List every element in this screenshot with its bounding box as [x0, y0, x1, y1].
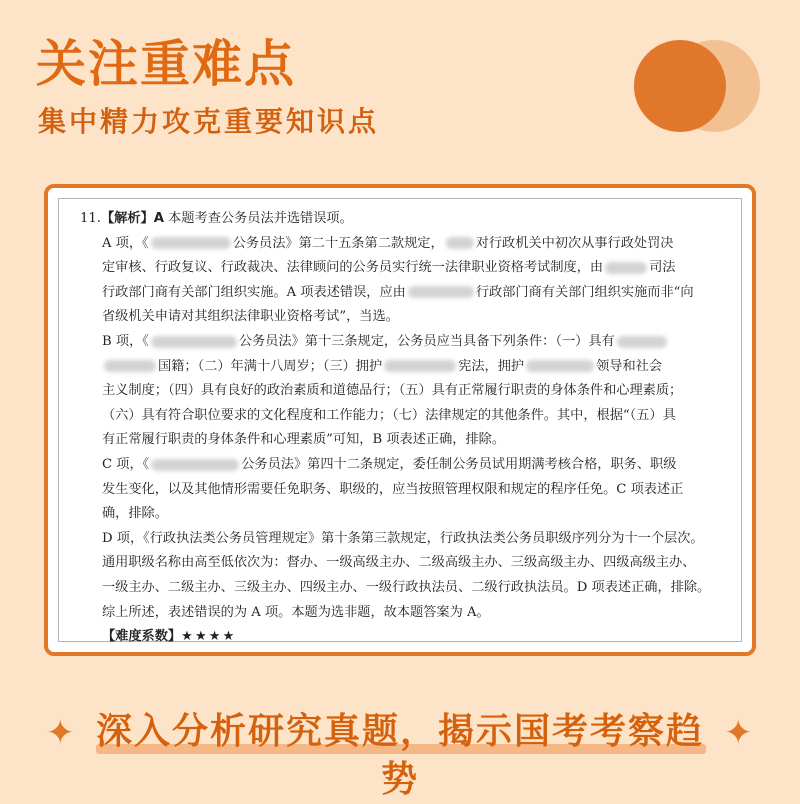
card-line [102, 625, 236, 650]
card-line [102, 404, 676, 429]
card-line [102, 305, 399, 330]
card-line [80, 207, 353, 232]
redacted-text [384, 360, 456, 372]
body-text: 确，排除。 [102, 506, 168, 522]
card-line [102, 601, 490, 626]
card-line [102, 330, 669, 355]
redacted-text [151, 237, 231, 249]
body-text: 通用职级名称由高至低依次为：督办、一级高级主办、二级高级主办、三级高级主办、四级高级主办、 [102, 555, 696, 571]
sparkle-icon-left: ✦ [46, 713, 75, 753]
redacted-text [408, 286, 474, 298]
body-text: 行政部门商有关部门组织实施而非“向 [475, 284, 694, 300]
card-line [102, 502, 168, 527]
body-text: 11. [80, 211, 101, 226]
card-line [102, 256, 676, 281]
body-text: 行政部门商有关部门组织实施。A 项表述错误，应由 [102, 284, 406, 300]
explanation-card-frame [44, 184, 756, 656]
body-text: （六）具有符合职位要求的文化程度和工作能力；（七）法律规定的其他条件。其中，根据“（五）具 [102, 407, 676, 423]
redacted-text [617, 336, 667, 348]
card-line [102, 453, 676, 478]
body-text: 国籍；（二）年满十八周岁；（三）拥护 [158, 358, 383, 374]
body-text: 省级机关申请对其组织法律职业资格考试”，当选。 [102, 309, 399, 325]
body-text: 公务员法》第十三条规定，公务员应当具备下列条件：（一）具有 [238, 334, 615, 349]
body-text: 定审核、行政复议、行政裁决、法律顾问的公务员实行统一法律职业资格考试制度，由 [102, 260, 604, 276]
body-text: 有正常履行职责的身体条件和心理素质”可知，B 项表述正确，排除。 [102, 432, 506, 448]
redacted-text [104, 360, 156, 372]
redacted-text [526, 360, 594, 372]
card-line [102, 232, 674, 257]
banner-text: 深入分析研究真题，揭示国考考察趋势 [95, 711, 704, 800]
card-line [102, 478, 683, 503]
body-text: 一级主办、二级主办、三级主办、四级主办、一级行政执法员、二级行政执法员。D 项表述正确，排除。 [102, 580, 711, 595]
card-line [102, 527, 704, 552]
redacted-text [446, 237, 474, 249]
decor-circle-front [634, 40, 726, 132]
page-subtitle: 集中精力攻克重要知识点 [38, 105, 380, 138]
card-line [102, 281, 694, 306]
body-text: 主义制度；（四）具有良好的政治素质和道德品行；（五）具有正常履行职责的身体条件和心理素质； [102, 383, 683, 399]
redacted-text [605, 262, 647, 274]
redacted-text [151, 336, 237, 348]
body-text: 发生变化，以及其他情形需要任免职务、职级的，应当按照管理权限和规定的程序任免。C 项表述正 [102, 481, 684, 497]
body-text: 公务员法》第二十五条第二款规定， [232, 235, 444, 251]
body-text: 公务员法》第四十二条规定，委任制公务员试用期满考核合格，职务、职级 [241, 457, 677, 472]
label-text: 【难度系数】 [102, 629, 182, 645]
body-text: C 项，《 [102, 457, 150, 472]
card-line [102, 551, 695, 576]
card-line [102, 355, 662, 380]
card-line [102, 379, 682, 404]
card-line [102, 428, 505, 453]
explanation-card [58, 198, 742, 645]
body-text: 司法 [649, 260, 676, 276]
body-text: 宪法，拥护 [458, 358, 525, 374]
label-text: 【解析】A [100, 211, 164, 226]
body-text: D 项，《行政执法类公务员管理规定》第十条第三款规定，行政执法类公务员职级序列分为十一个层次。 [102, 530, 704, 546]
difficulty-stars: ★★★★ [181, 629, 237, 645]
page-title: 关注重难点 [36, 35, 296, 93]
body-text: 领导和社会 [596, 358, 663, 374]
body-text: B 项，《 [102, 334, 149, 349]
body-text: 本题考查公务员法并选错误项。 [163, 211, 353, 226]
sparkle-icon-right: ✦ [724, 713, 753, 753]
footer-banner [0, 700, 800, 800]
body-text: A 项，《 [102, 235, 149, 251]
redacted-text [151, 459, 239, 471]
body-text: 综上所述，表述错误的为 A 项。本题为选非题，故本题答案为 A。 [102, 604, 490, 620]
body-text: 对行政机关中初次从事行政处罚决 [475, 235, 674, 251]
card-line [102, 576, 710, 601]
